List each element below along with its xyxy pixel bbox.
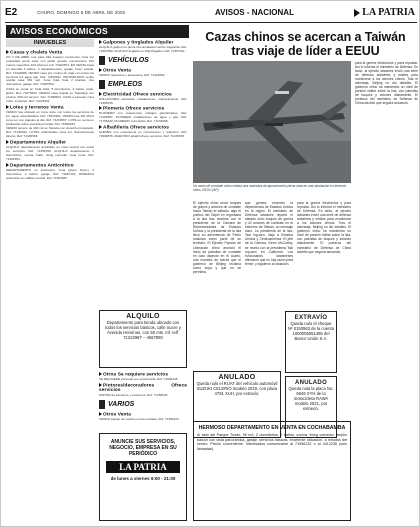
article-section (193, 25, 418, 523)
arrow-icon (99, 372, 102, 376)
arrow-icon (6, 105, 9, 109)
classified-text: VENDO lote ubicado en zona norte con todos los servicios de luz, agua, alcantarillado. Ref: 71543201. VENDO lote 18x 25m2 zona sur con papeles al dia. Ref: 71234567. LOTE en venta en Quillacollo sobre avenida principal. Ref: 71890234. (6, 109, 94, 126)
classifieds-column-1 (6, 49, 94, 521)
classified-text: UN 4 DE ABRIL lote para villa Joaquin excelentes zona sur propiedad venta casa con jardin grande construccion 100 metros superficie 423 informes telf. 71902874. EN VENTA Casa en Avenida 3 baños, 2 departamentos, garaje, buen estado. Ref: 71342988. VENDO casa por motivo de viaje con todos los servicios luz agua gas. Ref: 71100321. PROPIETARIO vende amplia casa 330 mt2. zona Cala Cala 2 plantas, dos dormitorios, garaje. Ref: 71987654. (6, 54, 94, 87)
masthead-rule (5, 22, 417, 23)
promo-heading: ANUNCIE SUS SERVICIOS, NEGOCIO, EMPRESA EN SU PERIÓDICO (109, 439, 177, 457)
category-heading: Albañilería Ofrece servicios (99, 125, 187, 130)
classified-text: VENDO equipo de sonido en buen estado. Ref: 71456123. (99, 416, 180, 421)
arrow-icon (99, 68, 102, 72)
arrow-icon (99, 125, 102, 129)
banner-bar (99, 80, 105, 89)
article-headline: Cazas chinos se acercan a Taiwán tras viaje de líder a EEUU (205, 30, 406, 58)
page-number: E2 (5, 7, 18, 18)
classified-text-extra: VENDO terreno de 400 m2 en Sacaba con derecho propietario. Ref: 71330022. LOTES urbanizados zona sur, financiamiento directo. Ref: 71445566. (6, 126, 94, 139)
ad-heading: ALQUILO (126, 313, 160, 320)
classified-text: PINTOR de interiores y exteriores. Ref: 71786543. (99, 393, 169, 398)
jet-illustration (193, 61, 351, 183)
classified-text: ALQUILO galpón en plena Circunvalación sector Jaguarda. Ref: 71667890. ALQUILO tinglado en Villa Pagador. Ref: 71557321. (99, 44, 187, 53)
arrow-icon (99, 106, 102, 110)
empleos-banner: EMPLEOS (99, 80, 187, 90)
alquilo-ad (99, 310, 187, 368)
arrow-icon (6, 163, 9, 167)
arrow-icon (99, 383, 102, 387)
category-heading: Departamentos Alquiler (6, 140, 94, 145)
ad-body: Queda nulo el cheque Nº 0150963 de la cuenta 1000006051465 del Banco Unión S.A. (288, 321, 334, 341)
category-heading: Electricidad Ofrece servicios (99, 92, 187, 97)
banner-bar (99, 56, 105, 65)
ad-heading: ANULADO (294, 380, 328, 386)
classified-text: SE REQUIERE personal con experiencia. Ref: 71902345. (99, 376, 179, 381)
classifieds-column-2 (99, 39, 187, 307)
ad-body: Queda nula la placa No. 5846 XYH de la motocicleta RAWA modelo 2021, por extravío. (288, 386, 334, 411)
newspaper-logo (354, 7, 415, 18)
classified-text: SOLUCIONES eléctricas, instalaciones, mantenimiento. Ref: 71398765. (99, 96, 187, 105)
article-column-1: El ejército chino envió buques de guerra y aviones de combate hacia Taiwán el sábado, algo el político del Taipei en regresaba a la isla tras reunirse con el presidente de la Cámara de Representantes de Estados Unidos y la presidenta de la isla llevó su advertencia de Pekín realizara como parte de su territorio. El Ejército Popular de Liberación chino anunció el inicio de patrullas de combate en todo aspecto en el cuarto, una muestra de fuerza que el gobierno de Beijing reclama como suya y que no se permitirá. (193, 201, 241, 274)
arrow-icon (99, 412, 102, 416)
section-title: AVISOS - NACIONAL (215, 8, 294, 17)
category-heading: Plomería Ofrece servicios (99, 106, 187, 111)
classifieds-section (6, 25, 189, 523)
house-ad (193, 421, 351, 521)
logo-chevron-icon (354, 9, 360, 17)
category-heading: Otros Venta (99, 412, 187, 417)
classifieds-column-2b (99, 371, 187, 431)
promo-ad (99, 433, 187, 521)
category-heading: Otros Se requiere servicios (99, 372, 187, 377)
ad-heading: ANULADO (218, 374, 256, 381)
classified-text: ALBAÑIL con experiencia en construcción y refacción. Ref: 71909876. MAESTRO albañil ofrece servicios. Ref: 71345678. (99, 130, 187, 138)
category-heading: Galpones y tinglados Alquiler (99, 40, 187, 45)
arrow-icon (6, 50, 9, 54)
issue-date: CHURO, DOMINGO 6 DE ABRIL DE 2003 (37, 10, 126, 15)
article-column-2: que genera enormes la dependencia de Estados Unidos en la región. El ministerio de Defensa taiwanés reportó el sábado ocho buques de guerra y 42 aviones de combate en el estrecho de Taiwán, un mensaje claro. La presidenta de la isla, Tsai Ing-wen, viajó a Estados Unidos y Centroamérica. El jefe de la Cámara, Kevin McCarthy, se reunió con la presidenta Tsai Ing-wen en California. Los funcionarios taiwaneses afirmaron que no hay razón para temer, y siguieron la situación. (245, 201, 293, 266)
article-column-3: para la guerra electrónica y para repostar. Así lo informa el ministerio de Defensa. En tanto, al ejército taiwanés envió una serie de defensa antiaérea y misiles para monitorear a los aviones chinos. Tras el aterrizaje, Beijing no dio detalles. El gobierno chino ha mantenido un nivel de presión militar sobre la isla, con patrullas de buques y aviones diariamente. El portavoz del ministerio de Defensa de China advirtió que seguirá actuando. (297, 201, 351, 254)
house-ad-heading: HERMOSO DEPARTAMENTO EN VENTA EN COCHABAMBA (198, 425, 346, 431)
category-heading: Casas y chalets Venta (6, 50, 94, 55)
category-heading: Pintores/decoradores Ofrece servicios (99, 383, 187, 394)
inmuebles-banner: INMUEBLES (6, 39, 94, 47)
masthead (5, 7, 417, 21)
arrow-icon (99, 92, 102, 96)
ad-body: Queda nulo el RUAT del vehículo automóvil SUZUKI CELERIO modelo 2019, con placa 4791 XUH, por extravío. (196, 381, 278, 396)
arrow-icon (99, 40, 102, 44)
vehiculos-banner: VEHÍCULOS (99, 56, 187, 66)
promo-logo: LA PATRIA (106, 461, 180, 473)
classified-text: PLOMERO con experiencia, trabajos garantizados. Ref: 71120987. PLOMERO instalaciones de agua y gas. Ref: 71765432. PLOMERO a domicilio. Ref: 71234098. (99, 111, 187, 124)
classified-text: DEPARTAMENTO en anticrético, zona Queru Queru, 3 dormitorios, 2 baños, garaje. Ref: 71987123. OFREZCO anticrético en edificio central. Ref: 71654987. (6, 167, 94, 180)
banner-bar (99, 400, 105, 409)
category-heading: Departamentos Anticrético (6, 163, 94, 168)
varios-banner: VARIOS (99, 400, 187, 410)
house-ad-body: Al lado del Parque Tunari, 90 m2, 2 dormitorios, 2 baños, cocina, living comedor, amplio balcón con vista panorámica, garaje, servicios básicos, excelente ubicación, a minutos del centro. Precio conveniente. Interesados comunicarse al 71956132 o al 4412238 (solo llamadas). (197, 433, 347, 451)
logo-text: LA PATRIA (362, 7, 415, 18)
category-heading: Otros Venta (99, 68, 187, 73)
photo-caption: Un avión de combate chino realiza una maniobra de aproximación plena vista en una simulación en territorio chino. EEUU (AP) (193, 184, 347, 192)
classifieds-banner: AVISOS ECONÓMICOS (6, 25, 189, 38)
ad-heading: EXTRAVÍO (294, 315, 328, 321)
classified-text: ALQUILO departamento amoblado en zona central con todos los servicios. Ref: 71456789. ALQUILO departamento 2 dormitorios, cocina, baño, living comedor zona norte. Ref: 71321654. (6, 145, 94, 161)
classified-text-extra: CASA en venta en Cala Cala, 5 dormitorios, 3 baños, patio, jardín. Ref: 71876543. VENDO casa amplia en Tiquipaya con piscina, 600 m2 terreno. Ref: 71998812. CASA a estrenar zona norte, 3 plantas. Ref: 71223344. (6, 87, 94, 103)
article-column-4: para la guerra electrónica y para repostar. Así lo informa el ministerio de Defensa. En tanto, al ejército taiwanés envió una serie de defensa antiaérea y misiles para monitorear a los aviones chinos. Tras el aterrizaje, Beijing no dio detalles. El gobierno chino ha mantenido un nivel de presión militar sobre la isla, con patrullas de buques y aviones diariamente. El portavoz del ministerio de Defensa de China advirtió que seguirá actuando. (355, 61, 418, 106)
promo-hours: de lunes a viernes 9:00 - 21:00 (110, 476, 176, 481)
arrow-icon (6, 140, 9, 144)
ad-body: Departamento para tienda ubicado con todos los servicios básicos, calle Sucre y Avenida Heroínas, con 50 mts. Inf. telf: 71222987 – 4567890 (105, 320, 181, 340)
fighter-jet-photo (193, 61, 351, 183)
category-heading: Lotes y terrenos Venta (6, 105, 94, 110)
classified-text: VENDO repuestos y accesorios. Ref: 71222654. (99, 72, 166, 77)
